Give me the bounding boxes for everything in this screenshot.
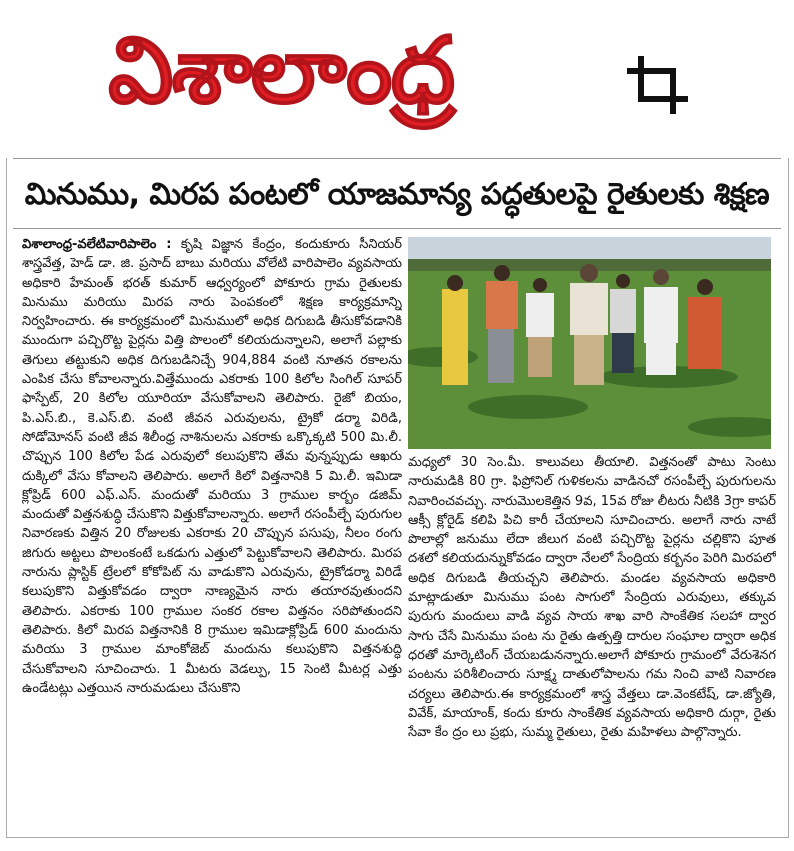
masthead <box>0 0 794 150</box>
crop-icon[interactable] <box>627 55 691 115</box>
headline-divider-top <box>13 158 781 159</box>
article-frame-right <box>788 158 789 838</box>
article-headline: మినుము, మిరప పంటలో యాజమాన్య పద్ధతులపై రైతులకు శిక్షణ <box>24 177 770 212</box>
article-dateline: విశాలాంధ్ర-వలేటివారిపాలెం : <box>22 237 172 252</box>
article-right-body: మధ్యలో 30 సెం.మీ. కాలువలు తీయాలి. విత్తనంతో పాటు సెంటు నారుమడికి 80 గ్రా. ఫిప్రోనిల్ గుళికలను వాడినచో రసంపీల్చే పురుగులను నివారించవచ్చు. నారుమొలకెత్తిన 9వ, 15వ రోజు లీటరు నీటికి 3గ్రా కాపర్ ఆక్సీ క్లోరైడ్ కలిపి పిచి కారీ చేయాలని సూచించారు. అలాగే నారు నాటే పొలాల్లో జనుము లేదా జీలుగ వంటి పచ్చిరొట్ట పైర్లను చల్లికొని పూత దశలో కలియదున్నుకోవడం ద్వారా నేలలో సేంద్రియ కర్బనం పెరిగి మిరపలో అధిక దిగుబడి తీయచ్చని తెలిపారు. మండల వ్యవసాయ అధికారి మాట్లాడుతూ మినుము పంట సాగులో సేంద్రియ ఎరువులు, తక్కువ పురుగు మందులు వాడి వ్యవ సాయ శాఖ వారి సాంకేతిక సలహా ద్వార సాగు చేసే మినుము పంట ను రైతు ఉత్పత్తి దారుల సంఘాల ద్వారా అధిక ధరతో మార్కెటింగ్ చేయబడునన్నారు.అలాగే పోకూరు గ్రామంలో వేరుశెనగ పంటను పరిశీలించారు సూక్ష్మ దాతులోపాలను గమ నించి వాటి నివారణ చర్యలు తెలిపారు.ఈ కార్యక్రమంలో శాస్త్ర వేత్తలు డా.వెంకటేష్, డా.జ్యోతి, వివేక్, మాయాంక్, కందు కూరు సాంకేతిక వ్యవసాయ అధికారి దుర్గా, రైతు సేవా కేం ద్రం లు ప్రభు, సుమ్మ రైతులు, రైతు మహిళలు పాల్గొన్నారు. <box>408 455 776 741</box>
masthead-title: విశాలాంధ్ర <box>108 17 454 124</box>
article-left-column <box>22 235 402 830</box>
article-photo <box>408 237 771 449</box>
article-frame-bottom <box>6 837 789 838</box>
article-right-column <box>408 453 776 828</box>
headline-divider-bottom <box>13 228 781 229</box>
article-left-body: కృషి విజ్ఞాన కేంద్రం, కందుకూరు సీనియర్ శాస్త్రవేత్త, హెడ్ డా. జి. ప్రసాద్ బాబు మరియు వోలేటి వారిపాలెం వ్యవసాయ అధికారి హేమంత్ భరత్ కుమార్ ఆధ్వర్యంలో పోకూరు గ్రామ రైతులకు మినుము మరియు మిరప నారు పెంపకంలో శిక్షణ కార్యక్రమాన్ని నిర్వహించారు. ఈ కార్యక్రమంలో మినుములో అధిక దిగుబడి తీసుకోవడానికి ముందుగా పచ్చిరొట్ట పైర్లను విత్తి పొలంలో కలియదున్నాలని, అలాగే పల్లాకు తెగులు తట్టుకుని అధిక దిగుబడినిచ్చే 904,884 వంటి నూతన రకాలను ఎంపిక చేసు కోవాలన్నారు.విత్తేముందు ఎకరాకు 100 కిలోల సింగిల్ సూపర్ ఫాస్పేట్, 20 కిలోల యూరియా వేసుకోవాలని తెలిపారు. రైజో బియం, పి.ఎస్.బి., కె.ఎస్.బి. వంటి జీవన ఎరువులను, ట్రైకో డర్మా విరిడి, సోడోమోనస్ వంటి జీవ శిలీంధ్ర నాశినులను ఎకరాకు ఒక్కొక్కటి 500 మి.లీ. చొప్పున 100 కిలోల పేడ ఎరువులో కలుపుకొని తేమ వున్నప్పుడు ఆఖరు దుక్కిలో వేసు కోవాలని తెలిపారు. అలాగే కిలో విత్తనానికి 5 మి.లీ. ఇమిడా క్లోప్రిడ్ 600 ఎఫ్.ఎస్. మందుతో మరియు 3 గ్రాముల కార్బం డజిమ్ మందుతో విత్తనశుద్ధి చేసుకొని విత్తుకోవాలన్నారు. అలాగే రసంపీల్చే పురుగుల నివారణకు విత్తిన 20 రోజులకు ఎకరాకు 20 చొప్పున పసుపు, నీలం రంగు జిగురు అట్టలు పొలంకంటే ఒకడుగు ఎత్తులో పెట్టుకోవాలని తెలిపారు. మిరప నారును ప్లాస్టిక్ ట్రేలలో కోకోపిట్ ను వాడుకొని ఎరువును, ట్రైకోడర్మా విరిడే కలుపుకొని విత్తుకోవడం ద్వారా నాణ్యమైన నారు తయారవుతుందని తెలిపారు. ఎకరాకు 100 గ్రాముల సంకర రకాల విత్తనం సరిపోతుందని తెలిపారు. కిలో మిరప విత్తనానికి 8 గ్రాముల ఇమిడాక్లోప్రిడ్ 600 మందును మరియు 3 గ్రాముల మాంకోజెబ్ మందును కలుపుకొని విత్తనశుద్ధి చేసుకోవాలని సూచించారు. 1 మీటరు వెడల్పు, 15 సెంటి మీటర్ల ఎత్తు ఉండేటట్లు ఎత్తయిన నారుమడులు చేసుకొని <box>22 237 402 696</box>
article-frame-left <box>6 158 7 838</box>
